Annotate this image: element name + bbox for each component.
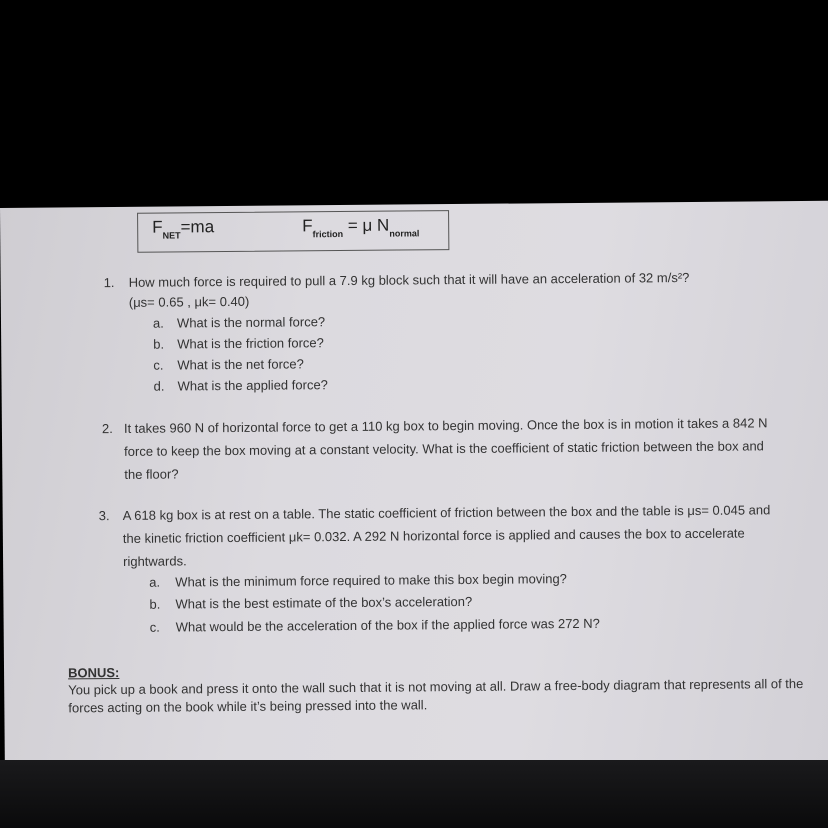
q1-part-text: What is the net force? [177, 356, 304, 373]
q1-text: How much force is required to pull a 7.9 kg block such that it will have an acceleration of 32 m/s²? [128, 269, 690, 290]
q1-part-text: What is the friction force? [177, 335, 324, 352]
formula-box [137, 210, 449, 253]
q2-number: 2. [101, 421, 113, 437]
q3-number: 3. [98, 508, 110, 524]
q3-part-text: What would be the acceleration of the box if the applied force was 272 N? [175, 615, 600, 635]
q1-coefficients: (μs= 0.65 , μk= 0.40) [128, 293, 250, 310]
net-force-formula: $F_{NET}=ma$ [152, 217, 215, 241]
q3-part-letter: b. [149, 596, 161, 612]
q1-part-letter: c. [153, 357, 164, 373]
q3-part-text: What is the minimum force required to make this box begin moving? [175, 571, 567, 590]
desk-shadow [0, 760, 828, 828]
bonus-line: forces acting on the book while it’s being pressed into the wall. [68, 697, 428, 716]
q3-part-text: What is the best estimate of the box’s acceleration? [175, 593, 473, 612]
q3-part-letter: a. [149, 574, 161, 590]
q1-part-text: What is the normal force? [176, 314, 326, 331]
q3-line: rightwards. [123, 553, 187, 569]
q1-part-letter: d. [153, 378, 165, 394]
q3-part-letter: c. [149, 619, 160, 635]
q2-line: force to keep the box moving at a constant velocity. What is the coefficient of static friction between the box and [124, 438, 764, 459]
q2-line: the floor? [124, 466, 179, 482]
q2-line: It takes 960 N of horizontal force to get a 110 kg box to begin moving. Once the box is in motion it takes a 842 N [123, 415, 768, 436]
q3-line: A 618 kg box is at rest on a table. The static coefficient of friction between the box and the table is μs= 0.045 and [122, 502, 771, 523]
q3-line: the kinetic friction coefficient μk= 0.032. A 292 N horizontal force is applied and causes the box to accelerate [122, 525, 745, 546]
q1-part-letter: a. [152, 315, 164, 331]
q1-number: 1. [103, 275, 115, 291]
worksheet-page [0, 201, 828, 780]
bonus-line: You pick up a book and press it onto the wall such that it is not moving at all. Draw a free-body diagram that represents all of the [68, 676, 804, 698]
bonus-title: BONUS: [67, 664, 120, 681]
friction-formula: $F_{friction} = \mu$ $N_{normal}$ [302, 215, 420, 240]
q1-part-letter: b. [153, 336, 165, 352]
q1-part-text: What is the applied force? [177, 377, 328, 394]
